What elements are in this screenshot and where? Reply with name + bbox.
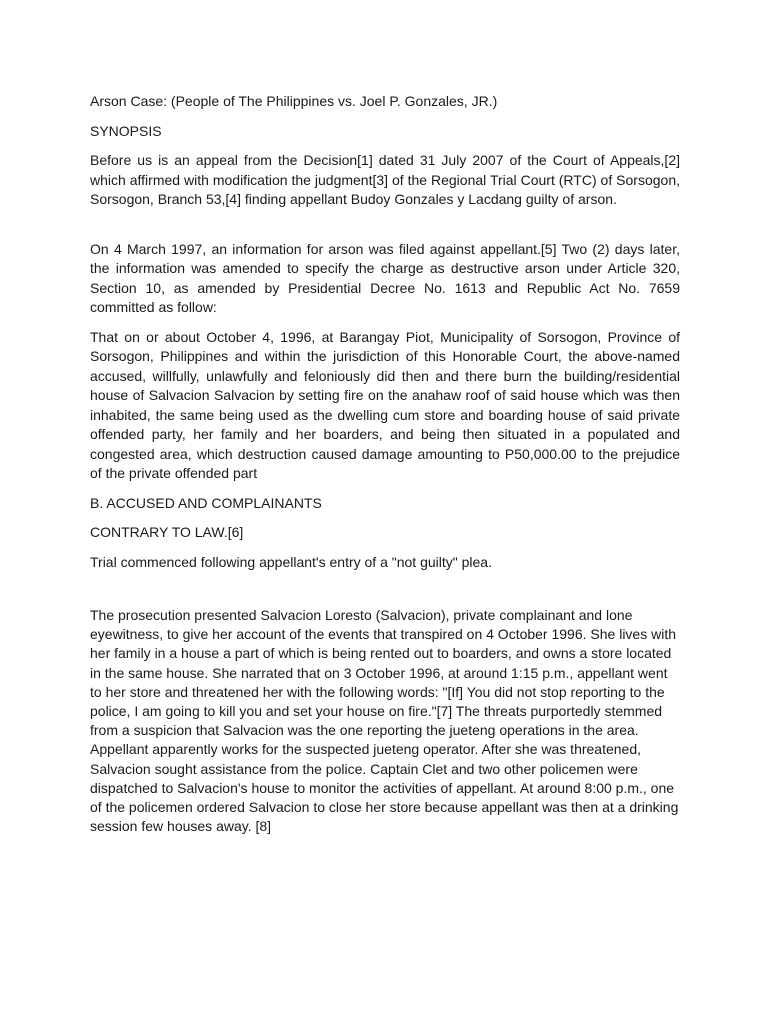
paragraph-information: On 4 March 1997, an information for arson was filed against appellant.[5] Two (2) days later, the information was amended to specify the charge as destructive arson under Article 320, Section 10, as amended by Presidential Decree No. 1613 and Republic Act No. 7659 committed as follow: — [90, 240, 680, 315]
synopsis-heading: SYNOPSIS — [90, 122, 162, 139]
paragraph-appeal: Before us is an appeal from the Decision[1] dated 31 July 2007 of the Court of Appeals,[2] which affirmed with modification the judgment[3] of the Regional Trial Court (RTC) of Sorsogon, Sorsogon, Branch 53,[4] finding appellant Budoy Gonzales y Lacdang guilty of arson. — [90, 152, 680, 207]
contrary-to-law: CONTRARY TO LAW.[6] — [90, 524, 244, 540]
paragraph-prosecution: The prosecution presented Salvacion Loresto (Salvacion), private complainant and lone eyewitness, to give her account of the events that transpired on 4 October 1996. She lives with her family in a house a part of which is being rented out to boarders, and owns a store located in the same house. She narrated that on 3 October 1996, at around 1:15 p.m., appellant went to her store and threatened her with the following words: "[If] You did not stop reporting to the police, I am going to kill you and set your house on fire."[7] The threats purportedly stemmed from a suspicion that Salvacion was the one reporting the jueteng operations in the area. Appellant apparently works for the suspected jueteng operator. After she was threatened, Salvacion sought assistance from the police. Captain Clet and two other policemen were dispatched to Salvacion's house to monitor the activities of appellant. At around 8:00 p.m., one of the policemen ordered Salvacion to close her store because appellant was then at a drinking session few houses away. [8] — [90, 607, 679, 835]
paragraph-trial: Trial commenced following appellant's entry of a "not guilty" plea. — [90, 553, 492, 570]
document-title: Arson Case: (People of The Philippines vs. Joel P. Gonzales, JR.) — [90, 93, 498, 109]
document-page — [90, 92, 680, 846]
section-heading-accused: B. ACCUSED AND COMPLAINANTS — [90, 494, 322, 511]
paragraph-charge: That on or about October 4, 1996, at Barangay Piot, Municipality of Sorsogon, Province of Sorsogon, Philippines and within the jurisdiction of this Honorable Court, the above-named accused, willfully, unlawfully and feloniously did then and there burn the building/residential house of Salvacion Salvacion by setting fire on the anahaw roof of said house which was then inhabited, the same being used as the dwelling cum store and boarding house of said private offended party, her family and her boarders, and being then situated in a populated and congested area, which destruction caused damage amounting to P50,000.00 to the prejudice of the private offended part — [90, 328, 680, 481]
